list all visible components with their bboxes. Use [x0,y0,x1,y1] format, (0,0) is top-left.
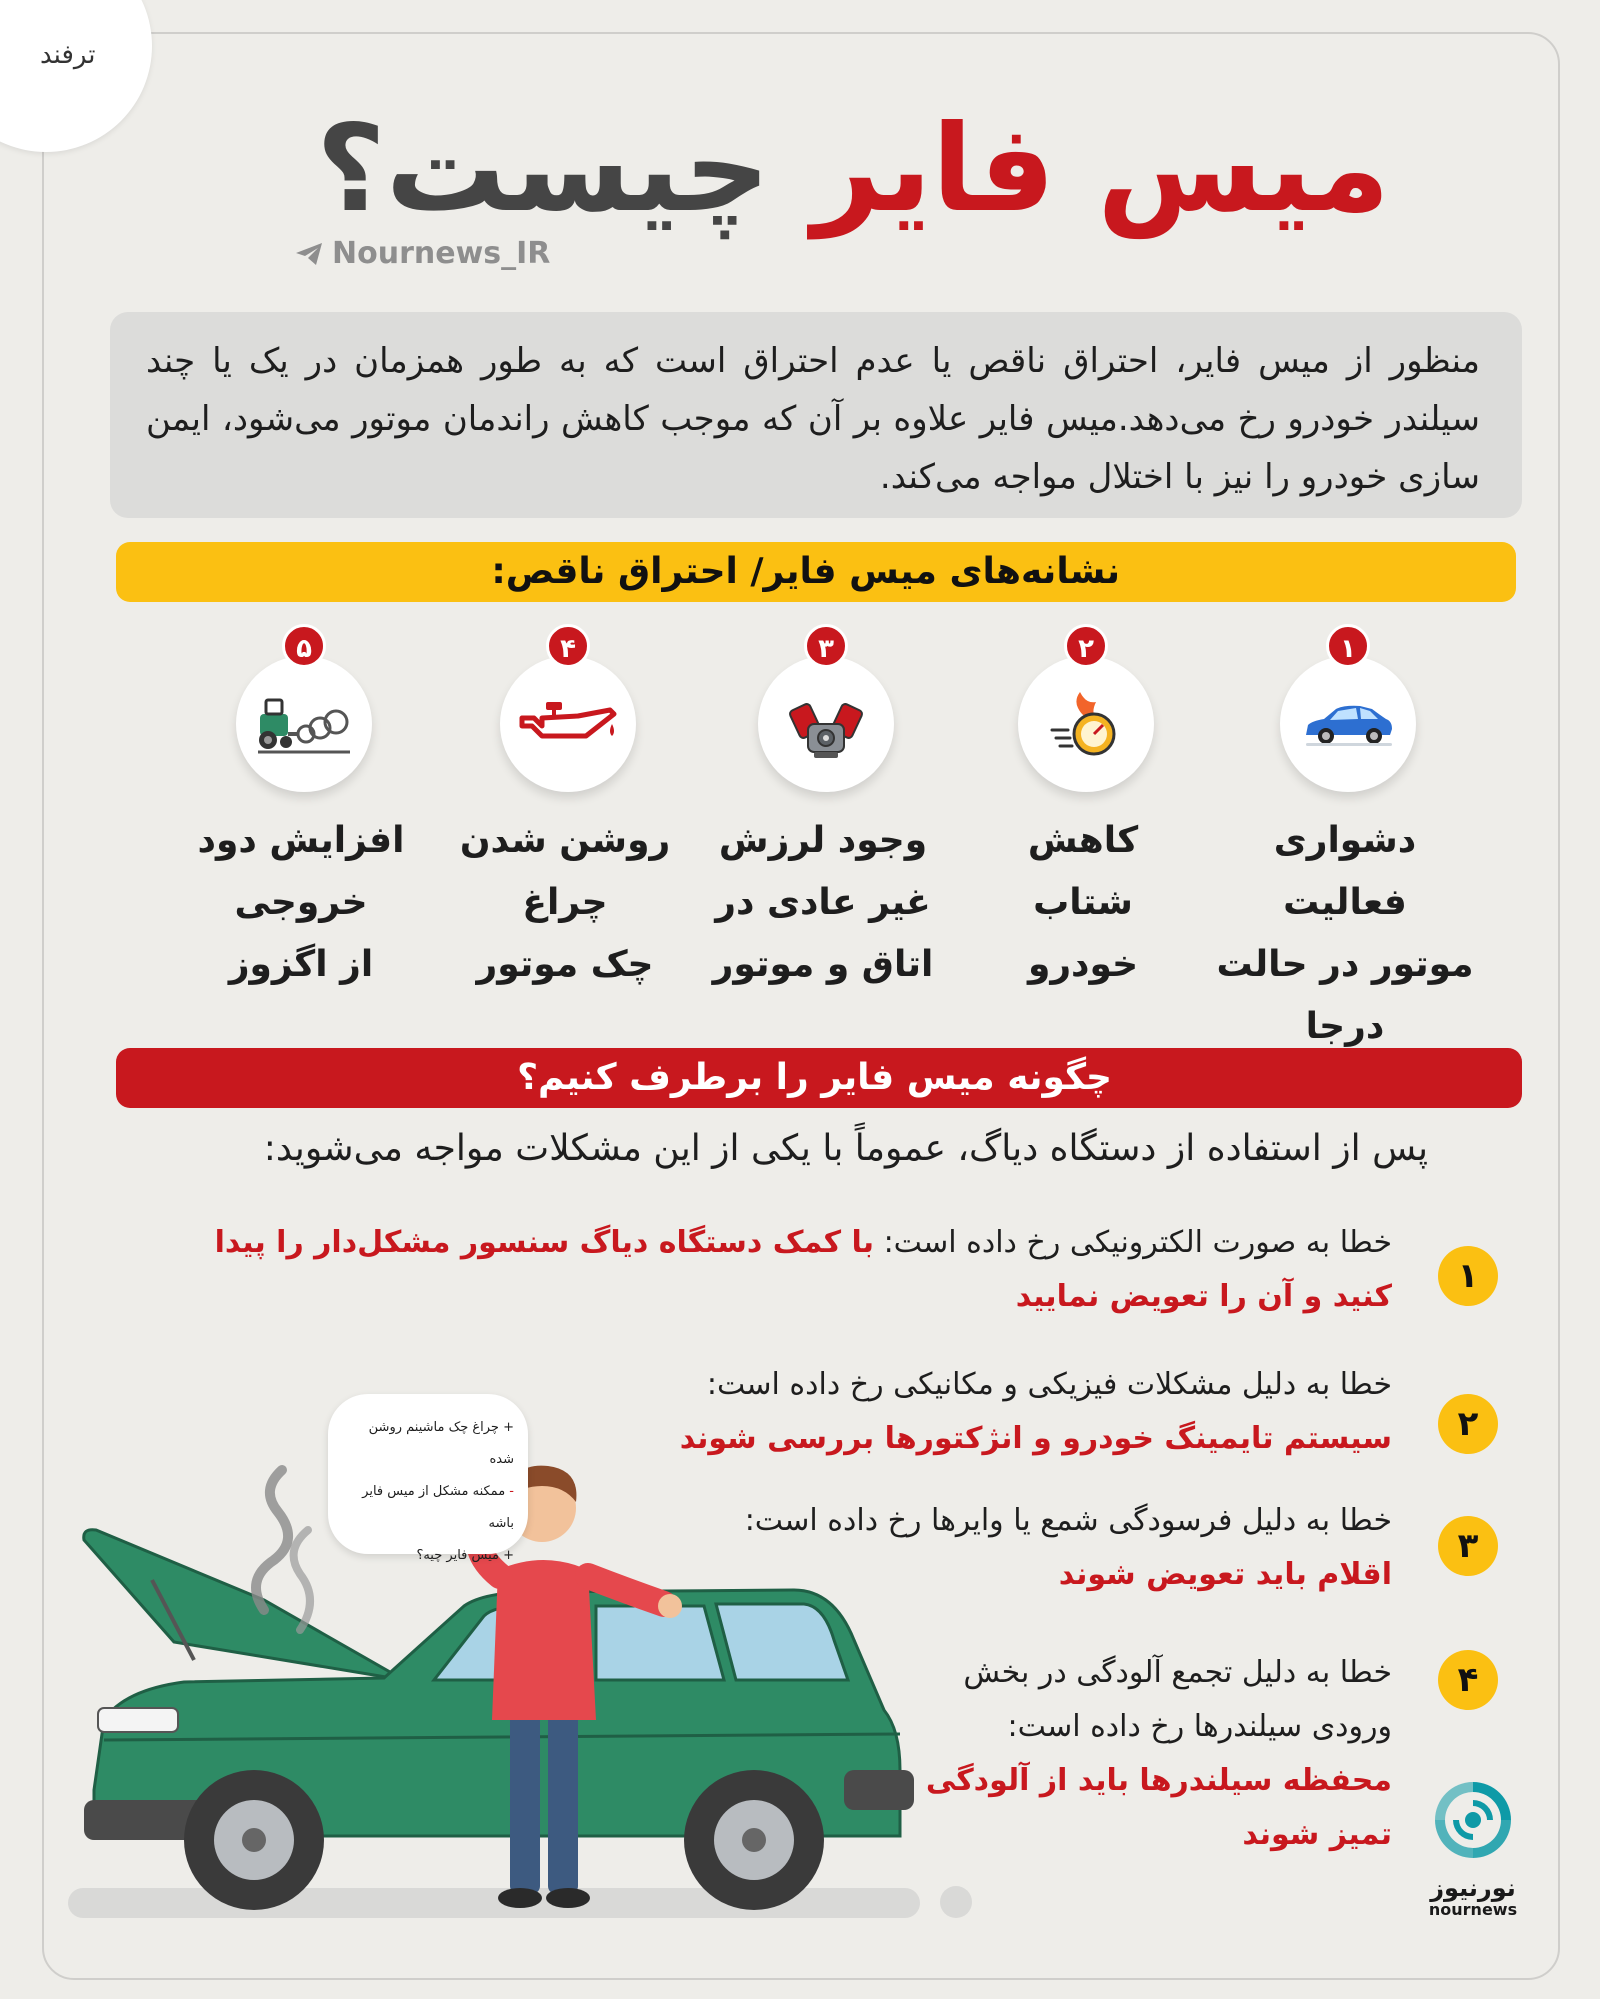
broken-car-illustration [64,1390,1004,1950]
fix-number-3: ۳ [1438,1516,1498,1576]
sign-label-line: روشن شدن [459,820,671,861]
telegram-handle [294,236,550,271]
sign-label-line: درجا [1305,1006,1385,1047]
intro-text: منظور از میس فایر، احتراق ناقص یا عدم احتراق است که به طور همزمان در یک یا چند سیلندر خودرو رخ می‌دهد.میس فایر علاوه بر آن که موجب کاهش راندمان موتور می‌شود، ایمن سازی خودرو را نیز با اختلال مواجه می‌کند. [146,341,1480,497]
bubble-line: + چراغ چک ماشینم روشن شده [368,1420,514,1467]
signs-heading: نشانه‌های میس فایر/ احتراق ناقص: [491,551,1120,592]
sign-label-line: وجود لرزش [718,820,928,861]
nournews-logo-mark [1423,1770,1523,1870]
exhaust-smoke-icon [254,692,354,756]
sign-label-line: غیر عادی در [715,882,931,923]
sign-label-line: افزایش دود [197,820,405,861]
telegram-icon [294,241,324,267]
sign-label-line: از اگزوز [228,944,374,985]
sign-number: ۵ [282,624,326,668]
signs-heading-band [116,542,1516,602]
sign-label-line: اتاق و موتور [712,944,934,985]
fix-heading-band [116,1048,1522,1108]
nournews-logo [1418,1770,1528,1934]
sign-label-line: چراغ [522,882,608,923]
fix-action: با کمک دستگاه دیاگ سنسور مشکل‌دار را پیدا کنید و آن را تعویض نمایید [214,1225,1392,1314]
bubble-line: - ممکنه مشکل از میس فایر باشه [362,1484,514,1531]
sign-icon-circle [236,656,372,792]
logo-english-text: nournews [1428,1900,1518,1919]
sign-icon-circle [1280,656,1416,792]
fix-cause: خطا به دلیل تجمع آلودگی در بخش ورودی سیلندرها رخ داده است: [963,1655,1392,1744]
sign-label-line: خودرو [1027,944,1139,985]
fix-subtitle: پس از استفاده از دستگاه دیاگ، عموماً با یکی از این مشکلات مواجه می‌شوید: [263,1128,1428,1169]
sign-number: ۱ [1326,624,1370,668]
intro-box [110,312,1522,518]
sign-icon-circle [500,656,636,792]
engine-icon [784,684,868,764]
sign-label [1210,810,1480,1058]
sign-label [688,810,958,996]
fix-cause: خطا به دلیل فرسودگی شمع یا وایرها رخ داده است: [744,1503,1392,1538]
logo-persian-text: نورنیوز [1430,1874,1516,1902]
fix-number-1: ۱ [1438,1246,1498,1306]
sign-icon-circle [758,656,894,792]
oil-can-icon [518,696,618,752]
sign-label-line: دشواری فعالیت [1273,820,1417,923]
sign-number: ۲ [1064,624,1108,668]
fix-cause: خطا به دلیل مشکلات فیزیکی و مکانیکی رخ داده است: [706,1367,1392,1402]
handle-text: Nournews_IR [332,236,551,271]
fix-action: اقلام باید تعویض شوند [1058,1557,1392,1592]
page-title [316,92,1390,248]
fix-number-4: ۴ [1438,1650,1498,1710]
fix-action: سیستم تایمینگ خودرو و انژکتورها بررسی شوند [679,1421,1392,1456]
sign-label [166,810,436,996]
speech-bubble [328,1394,528,1563]
category-label: ترفند [40,40,96,70]
car-icon [1300,699,1396,749]
sign-number: ۴ [546,624,590,668]
title-dark-part: چیست؟ [315,100,771,239]
fix-cause: خطا به صورت الکترونیکی رخ داده است: [874,1225,1392,1260]
sign-label-line: خروجی [234,882,368,923]
sign-label-line: چک موتور [476,944,654,985]
sign-label-line: موتور در حالت [1216,944,1474,985]
sign-label [948,810,1218,996]
sign-label-line: کاهش [1027,820,1139,861]
bubble-line: + میس فایر چیه؟ [416,1548,514,1563]
sign-number: ۳ [804,624,848,668]
fix-item-1 [202,1216,1392,1324]
fix-number-2: ۲ [1438,1394,1498,1454]
sign-icon-circle [1018,656,1154,792]
sign-label-line: شتاب [1033,882,1133,923]
title-red-part: میس فایر [811,100,1390,239]
fix-heading: چگونه میس فایر را برطرف کنیم؟ [517,1057,1112,1098]
sign-label [430,810,700,996]
fix-action: محفظه سیلندرها باید از آلودگی تمیز شوند [925,1763,1392,1852]
speedometer-icon [1046,684,1126,764]
